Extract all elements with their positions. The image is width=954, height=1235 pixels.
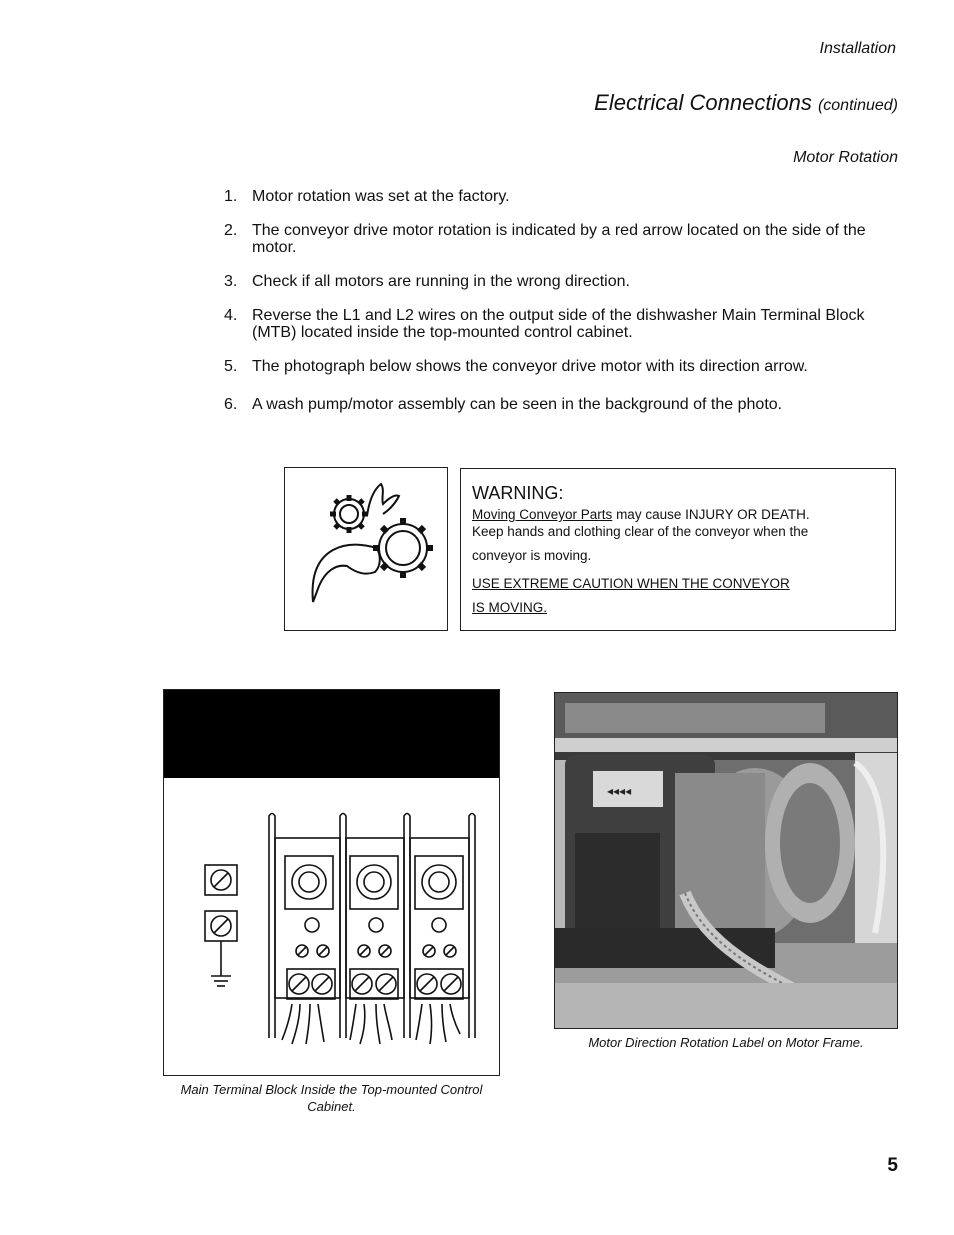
steps-list (224, 188, 884, 413)
step-text: Check if all motors are running in the wrong direction. (252, 273, 630, 290)
motor-photo (554, 692, 898, 1029)
warning-line-3: conveyor is moving. (472, 548, 592, 563)
hazard-rest: may cause INJURY OR DEATH. (612, 507, 810, 522)
list-item (224, 188, 884, 205)
list-item (224, 396, 884, 413)
list-item (224, 222, 884, 256)
warning-line-1 (472, 506, 882, 523)
warning-box (460, 468, 896, 631)
step-number: 1. (224, 188, 238, 205)
list-item (224, 358, 884, 375)
step-text: Motor rotation was set at the factory. (252, 188, 510, 205)
page-number: 5 (887, 1155, 898, 1176)
step-text: A wash pump/motor assembly can be seen in the background of the photo. (252, 396, 783, 413)
step-number: 3. (224, 273, 238, 290)
step-number: 4. (224, 307, 238, 324)
heading-suffix: (continued) (817, 97, 898, 114)
sub-heading: Motor Rotation (793, 149, 898, 166)
diagram-header-bar (164, 690, 499, 778)
terminal-block-diagram (163, 689, 500, 1076)
caution-line-2: IS MOVING. (472, 600, 548, 615)
motor-photo-image (555, 693, 897, 1028)
warning-line-2: Keep hands and clothing clear of the conveyor when the (472, 524, 809, 539)
list-item (224, 307, 884, 341)
warning-content (472, 483, 882, 616)
page-heading (594, 90, 898, 116)
list-item (224, 273, 884, 290)
terminal-block-drawing (164, 778, 499, 1075)
warning-title: WARNING: (472, 483, 564, 503)
warning-icon-box (284, 467, 448, 631)
gear-hand-hazard-icon (285, 468, 447, 630)
step-number: 5. (224, 358, 238, 375)
photo-caption: Motor Direction Rotation Label on Motor Frame. (588, 1035, 864, 1050)
caution-line-1: USE EXTREME CAUTION WHEN THE CONVEYOR (472, 576, 790, 591)
svg-text:◂◂◂◂: ◂◂◂◂ (607, 784, 632, 798)
heading-text: Electrical Connections (594, 90, 812, 115)
step-text: The photograph below shows the conveyor drive motor with its direction arrow. (252, 358, 808, 375)
diagram-caption: Main Terminal Block Inside the Top-mounted Control Cabinet. (180, 1082, 483, 1114)
section-label: Installation (819, 40, 896, 57)
hazard-link: Moving Conveyor Parts (472, 507, 613, 522)
step-number: 2. (224, 222, 238, 239)
step-text: Reverse the L1 and L2 wires on the output side of the dishwasher Main Terminal Block (MTB) located inside the top-mounted control cabinet. (252, 307, 865, 341)
step-number: 6. (224, 396, 238, 413)
step-text: The conveyor drive motor rotation is indicated by a red arrow located on the side of the motor. (252, 222, 866, 256)
